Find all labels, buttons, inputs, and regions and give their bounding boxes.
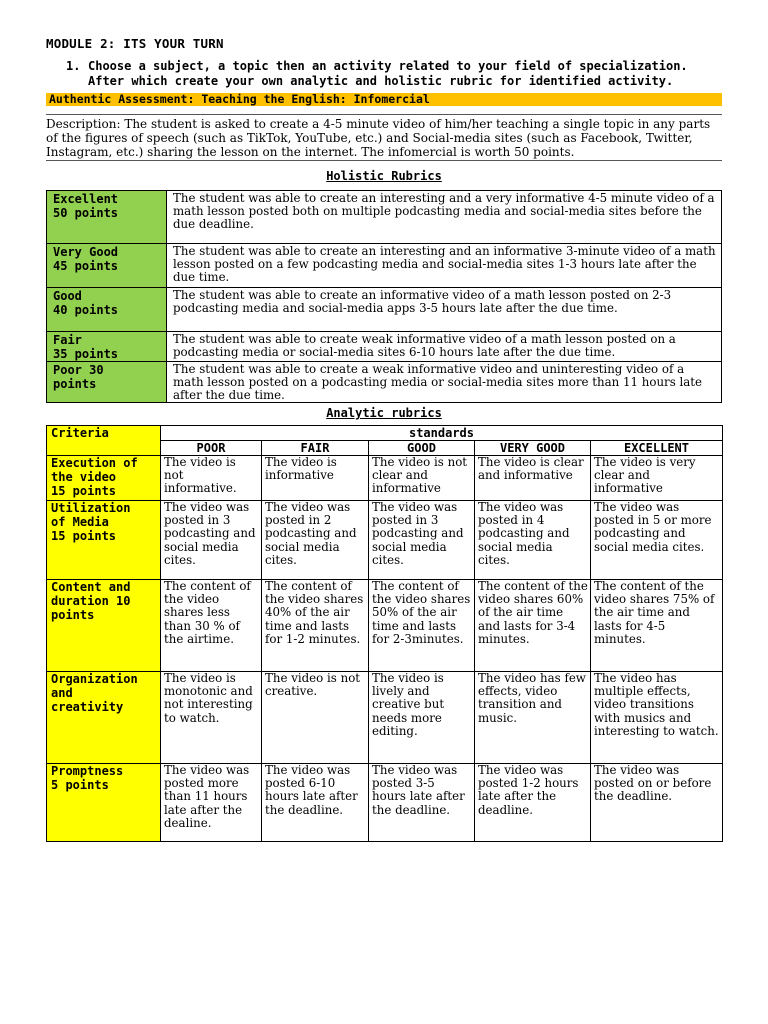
standard-cell: The video has multiple effects, video transitions with musics and interesting to watch. <box>591 672 723 764</box>
standard-cell: The video is not clear and informative <box>369 456 475 501</box>
standard-cell: The video was posted in 3 podcasting and social media cites. <box>161 501 262 580</box>
standard-cell: The video is clear and informative <box>475 456 591 501</box>
holistic-table <box>46 190 722 403</box>
analytic-row <box>47 580 723 672</box>
standard-cell: The video was posted on or before the deadline. <box>591 764 723 842</box>
criterion-cell: Promptness 5 points <box>47 764 161 842</box>
criterion-cell: Utilization of Media 15 points <box>47 501 161 580</box>
analytic-row <box>47 501 723 580</box>
standard-cell: The content of the video shares less than 30 % of the airtime. <box>161 580 262 672</box>
analytic-table <box>46 425 723 842</box>
holistic-level: Good 40 points <box>47 288 167 332</box>
standard-cell: The video was posted in 4 podcasting and social media cites. <box>475 501 591 580</box>
holistic-row <box>47 362 722 403</box>
criteria-header: Criteria <box>47 426 161 456</box>
level-header: EXCELLENT <box>591 441 723 456</box>
level-header: POOR <box>161 441 262 456</box>
holistic-row <box>47 244 722 288</box>
standard-cell: The video was posted in 2 podcasting and social media cites. <box>262 501 369 580</box>
standard-cell: The video was posted 6-10 hours late after the deadline. <box>262 764 369 842</box>
instruction-number: 1. <box>66 59 81 73</box>
holistic-level: Poor 30 points <box>47 362 167 403</box>
standard-cell: The video was posted more than 11 hours late after the dealine. <box>161 764 262 842</box>
standard-cell: The content of the video shares 40% of the air time and lasts for 1-2 minutes. <box>262 580 369 672</box>
holistic-row <box>47 288 722 332</box>
analytic-row <box>47 672 723 764</box>
instruction-item <box>66 59 722 89</box>
analytic-header-row <box>47 426 723 441</box>
criterion-cell: Content and duration 10 points <box>47 580 161 672</box>
holistic-level: Fair 35 points <box>47 332 167 362</box>
standard-cell: The video is very clear and informative <box>591 456 723 501</box>
standards-header: standards <box>161 426 723 441</box>
standard-cell: The content of the video shares 60% of the air time and lasts for 3-4 minutes. <box>475 580 591 672</box>
standard-cell: The content of the video shares 75% of the air time and lasts for 4-5 minutes. <box>591 580 723 672</box>
standard-cell: The video was posted in 3 podcasting and social media cites. <box>369 501 475 580</box>
instruction-text: Choose a subject, a topic then an activity related to your field of specialization. After which create your own analytic and holistic rubric for identified activity. <box>88 59 688 88</box>
standard-cell: The content of the video shares 50% of the air time and lasts for 2-3minutes. <box>369 580 475 672</box>
holistic-title: Holistic Rubrics <box>326 169 442 183</box>
holistic-level: Very Good 45 points <box>47 244 167 288</box>
standard-cell: The video was posted 3-5 hours late after the deadline. <box>369 764 475 842</box>
analytic-row <box>47 764 723 842</box>
holistic-description: The student was able to create an interesting and a very informative 4-5 minute video of a math lesson posted both on multiple podcasting media and social-media sites before the due deadline. <box>167 191 722 244</box>
module-title: MODULE 2: ITS YOUR TURN <box>46 36 224 51</box>
standard-cell: The video has few effects, video transition and music. <box>475 672 591 764</box>
level-header: GOOD <box>369 441 475 456</box>
standard-cell: The video is not creative. <box>262 672 369 764</box>
holistic-description: The student was able to create weak informative video of a math lesson posted on a podcasting media or social-media sites 6-10 hours late after the due time. <box>167 332 722 362</box>
criterion-cell: Execution of the video 15 points <box>47 456 161 501</box>
standard-cell: The video is informative <box>262 456 369 501</box>
holistic-row <box>47 191 722 244</box>
holistic-level: Excellent 50 points <box>47 191 167 244</box>
standard-cell: The video is not informative. <box>161 456 262 501</box>
holistic-description: The student was able to create an interesting and an informative 3-minute video of a math lesson posted on a few podcasting media and social-media sites 1-3 hours late after the due time. <box>167 244 722 288</box>
description: Description: The student is asked to create a 4-5 minute video of him/her teaching a single topic in any parts of the figures of speech (such as TikTok, YouTube, etc.) and Social-media sites (such as Facebook, Twitter, Instagram, etc.) sharing the lesson on the internet. The infomercial is worth 50 points. <box>46 114 722 161</box>
analytic-row <box>47 456 723 501</box>
holistic-description: The student was able to create a weak informative video and uninteresting video of a math lesson posted on a podcasting media or social-media sites more than 11 hours late after the due time. <box>167 362 722 403</box>
holistic-description: The student was able to create an informative video of a math lesson posted on 2-3 podcasting media and social-media apps 3-5 hours late after the due time. <box>167 288 722 332</box>
standard-cell: The video is monotonic and not interesting to watch. <box>161 672 262 764</box>
level-header: VERY GOOD <box>475 441 591 456</box>
holistic-row <box>47 332 722 362</box>
analytic-title: Analytic rubrics <box>326 406 442 420</box>
standard-cell: The video was posted 1-2 hours late after the deadline. <box>475 764 591 842</box>
criterion-cell: Organization and creativity <box>47 672 161 764</box>
level-header: FAIR <box>262 441 369 456</box>
assessment-banner: Authentic Assessment: Teaching the English: Infomercial <box>46 93 722 106</box>
document-page <box>46 36 722 842</box>
standard-cell: The video was posted in 5 or more podcasting and social media cites. <box>591 501 723 580</box>
standard-cell: The video is lively and creative but needs more editing. <box>369 672 475 764</box>
